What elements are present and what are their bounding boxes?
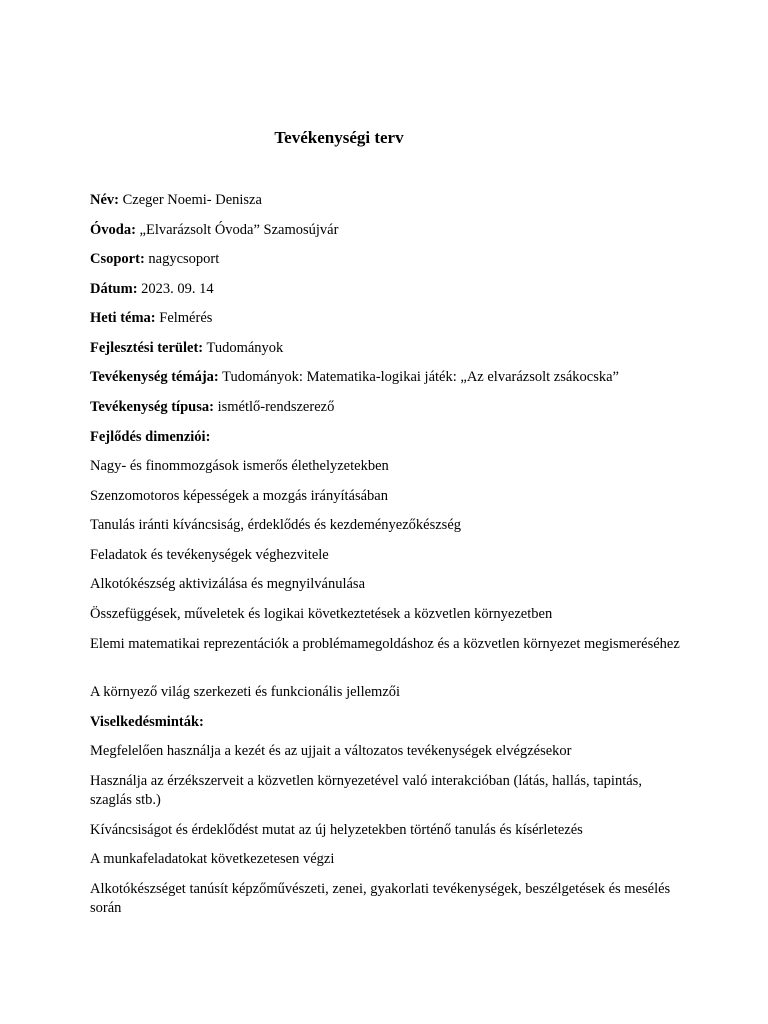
dimension-item: Alkotókészség aktivizálása és megnyilvánulása (90, 576, 366, 592)
behavior-item: Alkotókészséget tanúsít képzőművészeti, zenei, gyakorlati tevékenységek, beszélgetések és mesélés során (90, 881, 671, 916)
field-value: Czeger Noemi- Denisza (122, 192, 262, 208)
document-title: Tevékenységi terv (274, 128, 404, 147)
field-tevekenyseg-tipusa (90, 398, 680, 417)
dimension-item: Szenzomotoros képességek a mozgás irányításában (90, 488, 388, 504)
field-value: Tudományok (206, 340, 284, 356)
behavior-item: Megfelelően használja a kezét és az ujjait a változatos tevékenységek elvégzésekor (90, 743, 572, 759)
field-value: nagycsoport (148, 251, 220, 267)
behavior-item: A munkafeladatokat következetesen végzi (90, 851, 335, 867)
dimension-item: Nagy- és finommozgások ismerős élethelyzetekben (90, 458, 389, 474)
dimension-item: Összefüggések, műveletek és logikai következtetések a közvetlen környezetben (90, 606, 553, 622)
field-datum (90, 280, 680, 299)
dimension-item: A környező világ szerkezeti és funkcionális jellemzői (90, 684, 401, 700)
field-value: Felmérés (159, 310, 213, 326)
field-tevekenyseg-temaja (90, 368, 680, 387)
field-fejlesztesi-terulet (90, 339, 680, 358)
field-value: 2023. 09. 14 (141, 281, 214, 297)
field-label: Óvoda: (90, 222, 136, 238)
behavior-item: Kíváncsiságot és érdeklődést mutat az új helyzetekben történő tanulás és kísérletezés (90, 822, 583, 838)
behavior-item: Használja az érzékszerveit a közvetlen környezetével való interakcióban (látás, hallás, tapintás, szaglás stb.) (90, 773, 642, 808)
field-value: „Elvarázsolt Óvoda” Szamosújvár (139, 222, 339, 238)
field-value: ismétlő-rendszerező (217, 399, 335, 415)
field-label: Tevékenység témája: (90, 369, 219, 385)
dimensions-heading: Fejlődés dimenziói: (90, 429, 211, 445)
field-nev (90, 191, 680, 210)
field-label: Név: (90, 192, 119, 208)
field-csoport (90, 250, 680, 269)
field-label: Csoport: (90, 251, 145, 267)
dimension-item: Tanulás iránti kíváncsiság, érdeklődés és kezdeményezőkészség (90, 517, 462, 533)
field-label: Fejlesztési terület: (90, 340, 204, 356)
dimension-item: Feladatok és tevékenységek véghezvitele (90, 547, 329, 563)
behaviors-heading: Viselkedésminták: (90, 714, 204, 730)
field-label: Heti téma: (90, 310, 156, 326)
dimension-item: Elemi matematikai reprezentációk a problémamegoldáshoz és a közvetlen környezet megismeréséhez (90, 636, 680, 652)
field-heti-tema (90, 309, 680, 328)
field-value: Tudományok: Matematika-logikai játék: „Az elvarázsolt zsákocska” (222, 369, 619, 385)
field-label: Dátum: (90, 281, 138, 297)
field-ovoda (90, 221, 680, 240)
field-label: Tevékenység típusa: (90, 399, 214, 415)
